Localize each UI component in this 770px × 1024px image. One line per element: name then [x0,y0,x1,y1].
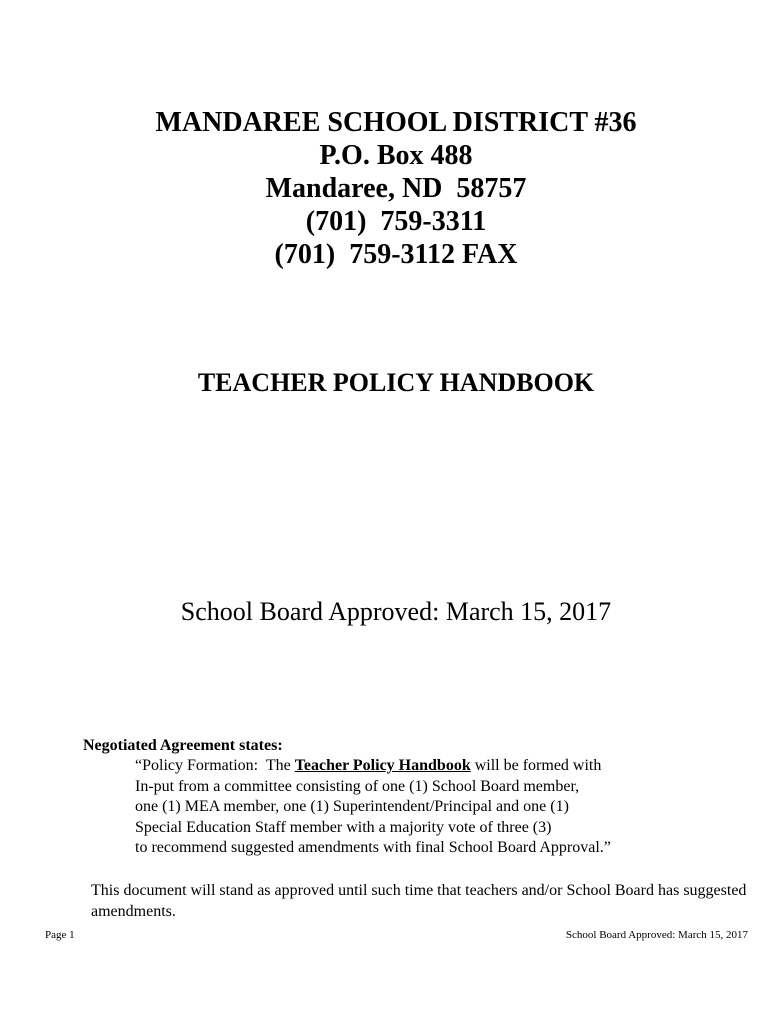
quote-prefix: “Policy Formation: The [135,757,295,774]
quote-line: Special Education Staff member with a majority vote of three (3) [135,818,552,836]
quote-line: to recommend suggested amendments with final School Board Approval.” [135,839,611,856]
quote-line: one (1) MEA member, one (1) Superintendent/Principal and one (1) [135,798,569,815]
approval-date: School Board Approved: March 15, 2017 [180,597,612,626]
approval-statement: This document will stand as approved until such time that teachers and/or School Board has suggested amendments. [91,882,747,920]
handbook-name-emphasis: Teacher Policy Handbook [294,757,471,774]
document-title: TEACHER POLICY HANDBOOK [197,368,595,397]
quote-suffix: will be formed with [470,757,602,774]
quote-line: In-put from a committee consisting of one (1) School Board member, [135,777,580,795]
negotiated-agreement-heading: Negotiated Agreement states: [83,737,283,754]
fax-number: (701) 759-3112 FAX [274,239,518,270]
city-state-zip: Mandaree, ND 58757 [265,173,527,204]
district-header [0,106,770,271]
quote-line [135,756,735,777]
po-box: P.O. Box 488 [319,140,473,171]
page-number: Page 1 [45,929,75,941]
district-name: MANDAREE SCHOOL DISTRICT #36 [155,107,637,138]
footer-approval: School Board Approved: March 15, 2017 [565,929,748,941]
phone-number: (701) 759-3311 [305,206,487,237]
policy-formation-quote [135,756,735,859]
